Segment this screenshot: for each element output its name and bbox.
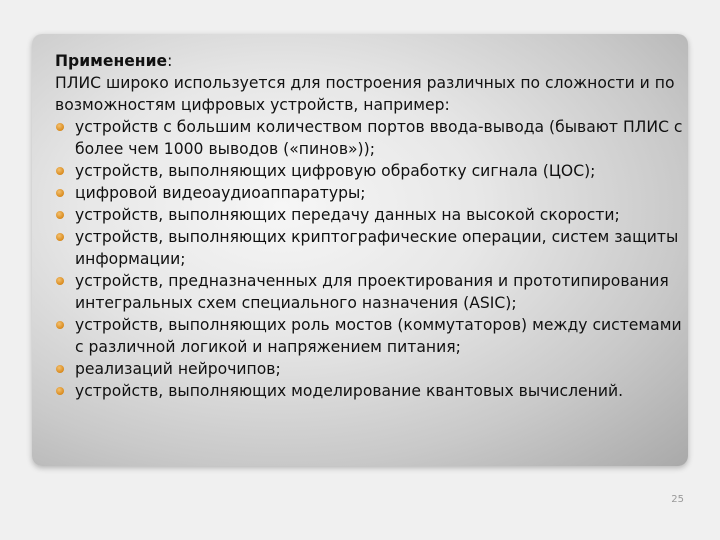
bullet-dot-icon (56, 211, 64, 219)
bullet-dot-icon (56, 189, 64, 197)
bullet-dot-icon (56, 387, 64, 395)
bullet-item (55, 182, 685, 204)
bullet-item (55, 380, 685, 402)
bullet-item (55, 270, 685, 314)
bullet-dot-icon (56, 167, 64, 175)
heading-text: Применение (55, 52, 168, 70)
bullet-dot-icon (56, 123, 64, 131)
bullet-dot-icon (56, 277, 64, 285)
bullet-text: устройств, выполняющих передачу данных на высокой скорости; (75, 206, 620, 224)
bullet-text: устройств, выполняющих цифровую обработку сигнала (ЦОС); (75, 162, 596, 180)
bullet-dot-icon (56, 233, 64, 241)
bullet-item (55, 226, 685, 270)
heading-colon: : (167, 52, 173, 70)
intro-text: ПЛИС широко используется для построения различных по сложности и по возможностям цифровых устройств, например: (55, 74, 675, 114)
bullet-item (55, 204, 685, 226)
bullet-text: устройств с большим количеством портов ввода-вывода (бывают ПЛИС с более чем 1000 выводов («пинов»)); (75, 118, 683, 158)
bullet-list (55, 116, 685, 402)
bullet-item (55, 116, 685, 160)
bullet-text: реализаций нейрочипов; (75, 360, 281, 378)
page-number: 25 (671, 494, 684, 505)
bullet-text: устройств, выполняющих моделирование квантовых вычислений. (75, 382, 624, 400)
bullet-text: цифровой видеоаудиоаппаратуры; (75, 184, 366, 202)
slide-heading (55, 50, 685, 72)
bullet-dot-icon (56, 365, 64, 373)
bullet-text: устройств, предназначенных для проектирования и прототипирования интегральных схем специального назначения (ASIC); (75, 272, 669, 312)
bullet-item (55, 160, 685, 182)
bullet-text: устройств, выполняющих роль мостов (коммутаторов) между системами с различной логикой и напряжением питания; (75, 316, 682, 356)
bullet-text: устройств, выполняющих криптографические операции, систем защиты информации; (75, 228, 679, 268)
bullet-dot-icon (56, 321, 64, 329)
bullet-item (55, 358, 685, 380)
bullet-item (55, 314, 685, 358)
slide-content (55, 50, 685, 402)
